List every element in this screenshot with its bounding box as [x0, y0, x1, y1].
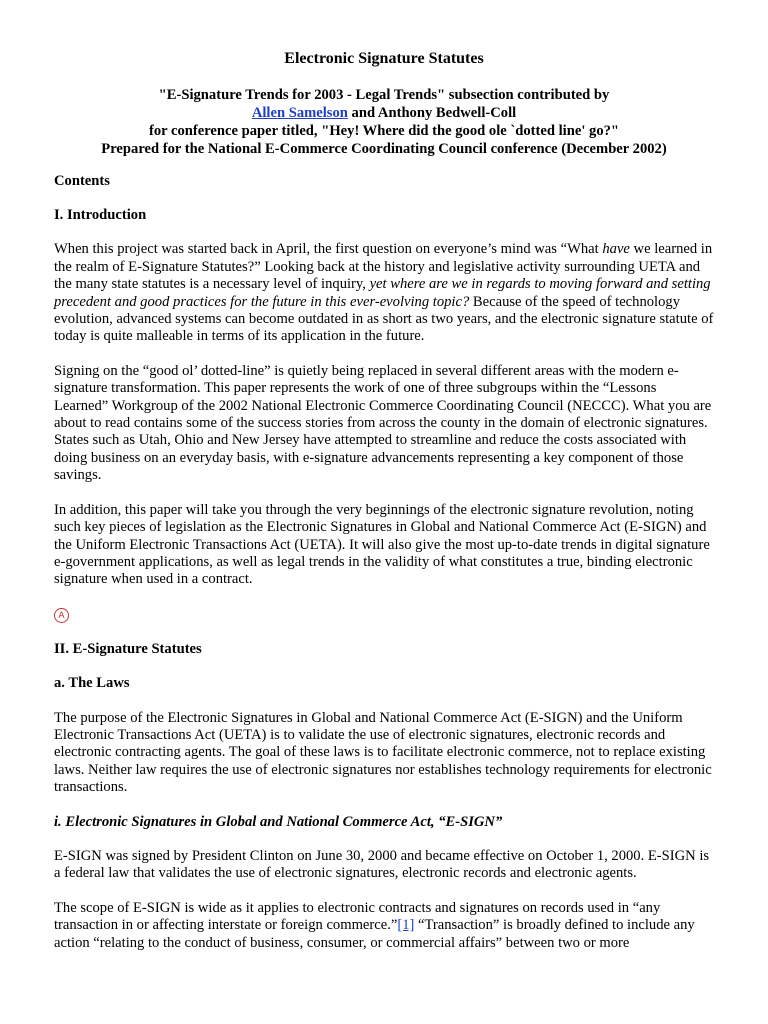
contents-label: Contents: [54, 172, 110, 189]
esign-p2-text-b: “Transaction” is broadly defined to include any action “relating to the conduct of business, consumer, or commercial affairs” between two or more: [54, 917, 695, 951]
intro-p1-text-c: we learned in the realm of E-Signature Statutes?” Looking back at the history and legislative activity surrounding UETA and the many state statutes is a necessary level of inquiry,: [54, 241, 713, 293]
subtitle-line-4: Prepared for the National E-Commerce Coordinating Council conference (December 2002): [101, 140, 667, 157]
intro-p1-emphasis-question: yet where are we in regards to moving forward and setting precedent and good practices for the future in this ever-evolving topic?: [54, 276, 711, 310]
subsection-i-heading: i. Electronic Signatures in Global and National Commerce Act, “E-SIGN”: [54, 813, 503, 830]
intro-paragraph-2: Signing on the “good ol’ dotted-line” is quietly being replaced in several different areas with the modern e-signature transformation. This paper represents the work of one of three subgroups within the “Lessons Learned” Workgroup of the 2002 National Electronic Commerce Coordinating Council (NECCC). What you are about to read contains some of the success stories from across the county in the domain of electronic signatures. States such as Utah, Ohio and New Jersey have attempted to streamline and reduce the costs associated with doing business on an everyday basis, with e-signature advancements representing a key component of those savings.: [54, 362, 712, 484]
document-title: Electronic Signature Statutes: [284, 50, 484, 67]
footnote-link-1[interactable]: [1]: [397, 917, 415, 934]
laws-paragraph: The purpose of the Electronic Signatures in Global and National Commerce Act (E-SIGN) and the Uniform Electronic Transactions Act (UETA) is to validate the use of electronic signatures, electronic records and electronic contracting agents. The goal of these laws is to facilitate electronic commerce, not to replace existing laws. Neither law requires the use of electronic signatures nor establishes technology requirements for electronic transactions.: [54, 709, 712, 796]
intro-p1-text-e: Because of the speed of technology evolution, advanced systems can become outdated in as short as two years, and the electronic signature statute of today is quite malleable in terms of its application in the future.: [54, 293, 714, 345]
section-1-heading: I. Introduction: [54, 207, 147, 223]
section-2-heading: II. E-Signature Statutes: [54, 640, 202, 657]
document-subtitle: [54, 87, 714, 158]
intro-paragraph-1: [54, 241, 714, 345]
subtitle-line-1: "E-Signature Trends for 2003 - Legal Trends" subsection contributed by: [158, 87, 610, 104]
subtitle-line-2: [54, 105, 714, 123]
annotation-anchor[interactable]: [54, 606, 714, 626]
esign-paragraph-1: E-SIGN was signed by President Clinton on June 30, 2000 and became effective on October 1, 2000. E-SIGN is a federal law that validates the use of electronic signatures, electronic records and electronic agents.: [54, 847, 710, 882]
intro-p1-emphasis-have: have: [602, 241, 630, 258]
annotation-anchor-icon[interactable]: A: [54, 608, 69, 623]
esign-paragraph-2: [54, 900, 714, 952]
esign-p2-text-a: The scope of E-SIGN is wide as it applies to electronic contracts and signatures on records used in “any transaction in or affecting interstate or foreign commerce.”: [54, 899, 661, 934]
subtitle-line-3: for conference paper titled, "Hey! Where did the good ole `dotted line' go?": [148, 123, 620, 139]
subtitle-author-join: and Anthony Bedwell-Coll: [347, 105, 517, 122]
intro-p1-text-a: When this project was started back in April, the first question on everyone’s mind was “What: [54, 241, 603, 258]
author-link-allen-samelson[interactable]: Allen Samelson: [251, 105, 348, 122]
subsection-a-heading: a. The Laws: [54, 675, 130, 692]
intro-paragraph-3: In addition, this paper will take you through the very beginnings of the electronic signature revolution, noting such key pieces of legislation as the Electronic Signatures in Global and National Commerce Act (E-SIGN) and the Uniform Electronic Transactions Act (UETA). It will also give the most up-to-date trends in digital signature e-government applications, as well as legal trends in the validity of what constitutes a true, binding electronic signature when used in a contract.: [54, 501, 710, 588]
